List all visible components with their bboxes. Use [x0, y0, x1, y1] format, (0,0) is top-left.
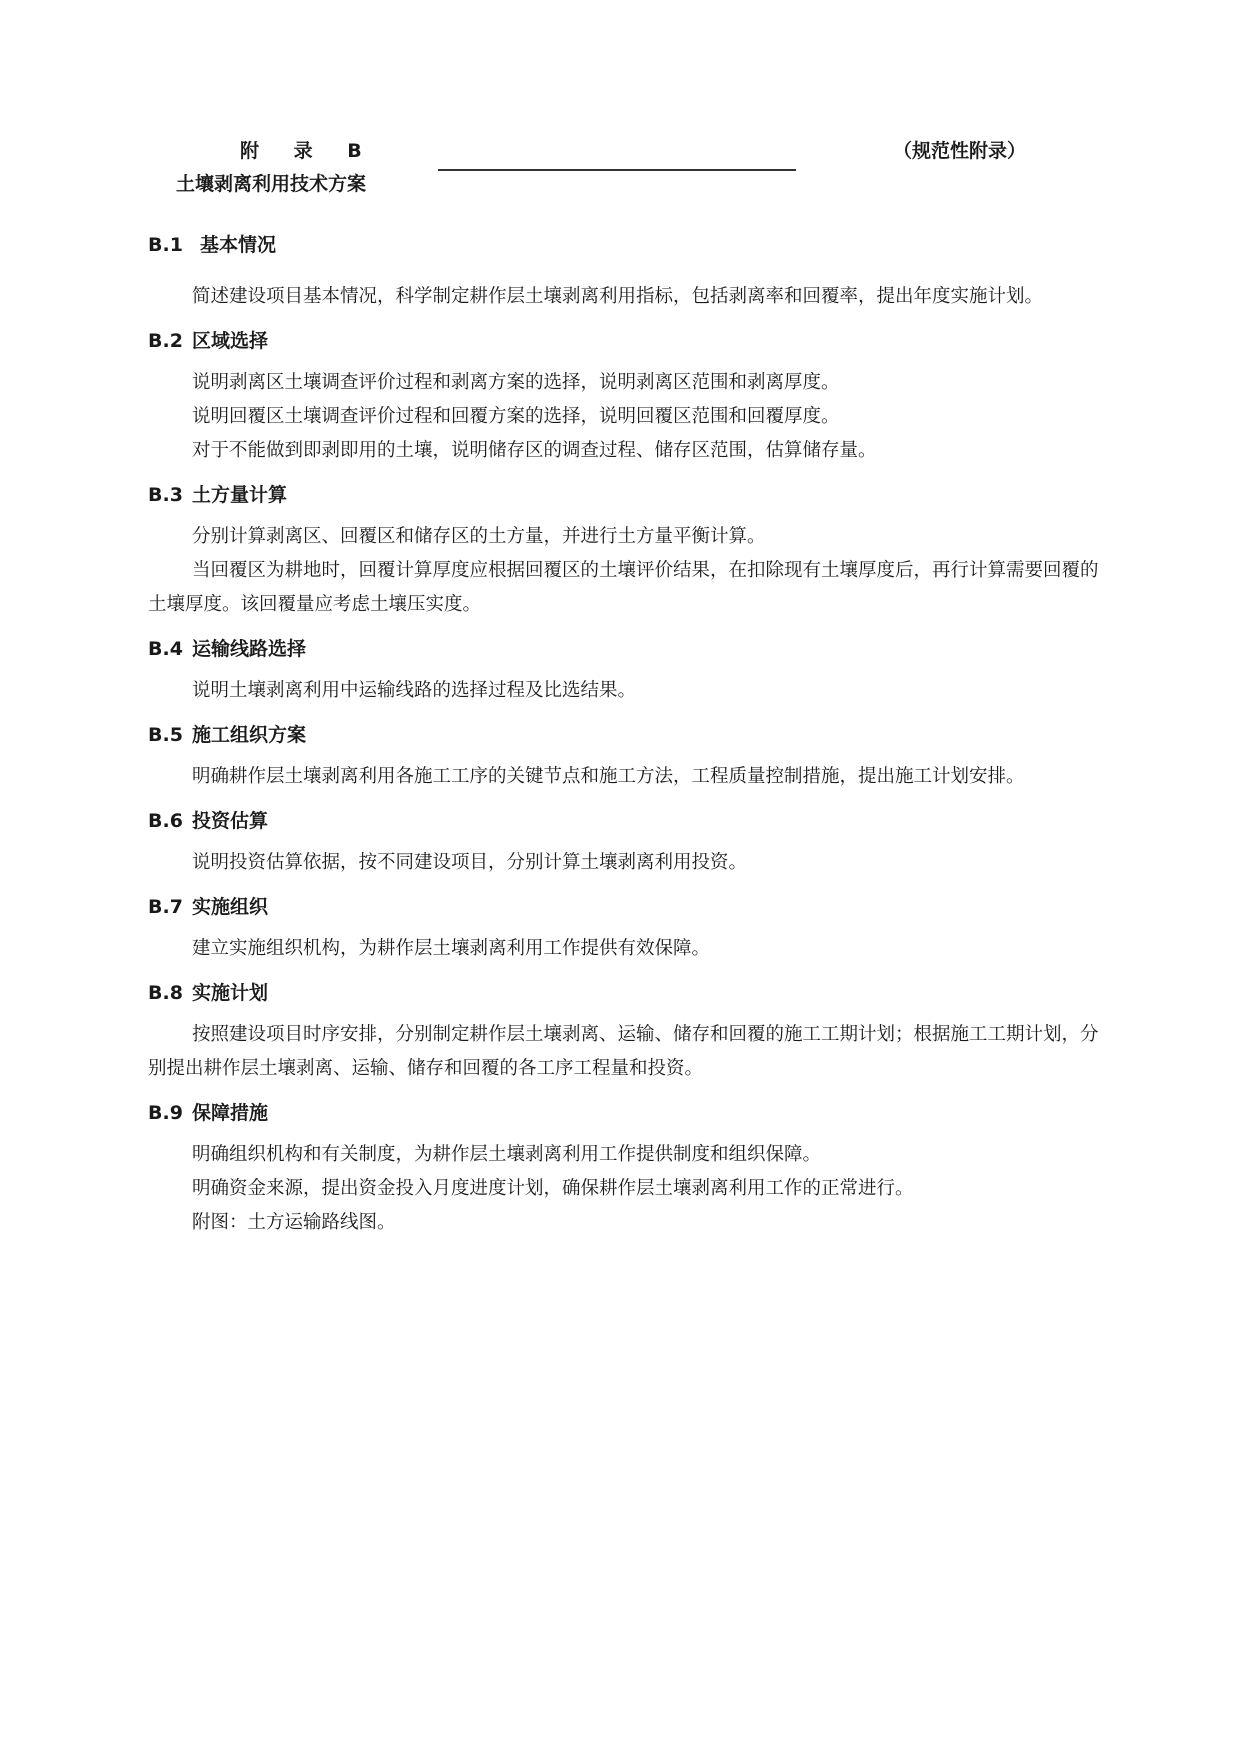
- section-number: B.1: [148, 234, 183, 256]
- section-heading: [148, 636, 1113, 662]
- paragraph: 说明投资估算依据，按不同建设项目，分别计算土壤剥离利用投资。: [192, 852, 748, 873]
- paragraph: 分别计算剥离区、回覆区和储存区的土方量，并进行土方量平衡计算。: [192, 526, 766, 547]
- section-heading: [148, 328, 1113, 354]
- section-title: 施工组织方案: [192, 724, 307, 746]
- paragraph: 简述建设项目基本情况，科学制定耕作层土壤剥离利用指标，包括剥离率和回覆率，提出年度实施计划。: [192, 286, 1044, 307]
- section-number: B.7: [148, 896, 183, 918]
- paragraph: 说明回覆区土壤调查评价过程和回覆方案的选择，说明回覆区范围和回覆厚度。: [192, 406, 840, 427]
- paragraph: 明确组织机构和有关制度，为耕作层土壤剥离利用工作提供制度和组织保障。: [192, 1144, 822, 1165]
- appendix-label: 附 录 B: [240, 140, 376, 162]
- section-heading: [148, 980, 1113, 1006]
- section-b8: [148, 980, 1113, 1086]
- section-number: B.5: [148, 724, 183, 746]
- paragraph: 明确耕作层土壤剥离利用各施工工序的关键节点和施工方法，工程质量控制措施，提出施工计划安排。: [192, 766, 1025, 787]
- paragraph: 说明剥离区土壤调查评价过程和剥离方案的选择，说明剥离区范围和剥离厚度。: [192, 372, 840, 393]
- section-number: B.4: [148, 638, 183, 660]
- section-number: B.8: [148, 982, 183, 1004]
- paragraph: 当回覆区为耕地时，回覆计算厚度应根据回覆区的土壤评价结果，在扣除现有土壤厚度后，再行计算需要回覆的土壤厚度。该回覆量应考虑土壤压实度。: [148, 560, 1099, 615]
- paragraph: 附图：土方运输路线图。: [192, 1212, 396, 1233]
- section-title: 保障措施: [192, 1102, 269, 1124]
- paragraph: 说明土壤剥离利用中运输线路的选择过程及比选结果。: [192, 680, 637, 701]
- section-title: 区域选择: [192, 330, 269, 352]
- section-number: B.3: [148, 484, 183, 506]
- appendix-title: 土壤剥离利用技术方案: [176, 173, 367, 195]
- section-title: 运输线路选择: [192, 638, 307, 660]
- section-title: 投资估算: [192, 810, 269, 832]
- title-rule: [438, 169, 796, 171]
- section-heading: [148, 894, 1113, 920]
- appendix-type-note: （规范性附录）: [893, 140, 1027, 162]
- section-number: B.6: [148, 810, 183, 832]
- section-b2: [148, 328, 1113, 468]
- section-number: B.9: [148, 1102, 183, 1124]
- paragraph: 按照建设项目时序安排，分别制定耕作层土壤剥离、运输、储存和回覆的施工工期计划；根据施工工期计划，分别提出耕作层土壤剥离、运输、储存和回覆的各工序工程量和投资。: [148, 1024, 1099, 1079]
- section-b7: [148, 894, 1113, 966]
- section-title: 土方量计算: [192, 484, 288, 506]
- section-title: 基本情况: [200, 234, 277, 256]
- section-title: 实施计划: [192, 982, 269, 1004]
- section-heading: [148, 808, 1113, 834]
- section-number: B.2: [148, 330, 183, 352]
- document-body: [148, 232, 1113, 1240]
- section-heading: [148, 482, 1113, 508]
- section-b5: [148, 722, 1113, 794]
- paragraph: 明确资金来源，提出资金投入月度进度计划，确保耕作层土壤剥离利用工作的正常进行。: [192, 1178, 914, 1199]
- section-b1: [148, 232, 1113, 314]
- section-b6: [148, 808, 1113, 880]
- section-heading: [148, 232, 1113, 258]
- section-b3: [148, 482, 1113, 622]
- section-title: 实施组织: [192, 896, 269, 918]
- section-heading: [148, 722, 1113, 748]
- section-b4: [148, 636, 1113, 708]
- section-b9: [148, 1100, 1113, 1240]
- paragraph: 建立实施组织机构，为耕作层土壤剥离利用工作提供有效保障。: [192, 938, 711, 959]
- section-heading: [148, 1100, 1113, 1126]
- paragraph: 对于不能做到即剥即用的土壤，说明储存区的调查过程、储存区范围，估算储存量。: [192, 440, 877, 461]
